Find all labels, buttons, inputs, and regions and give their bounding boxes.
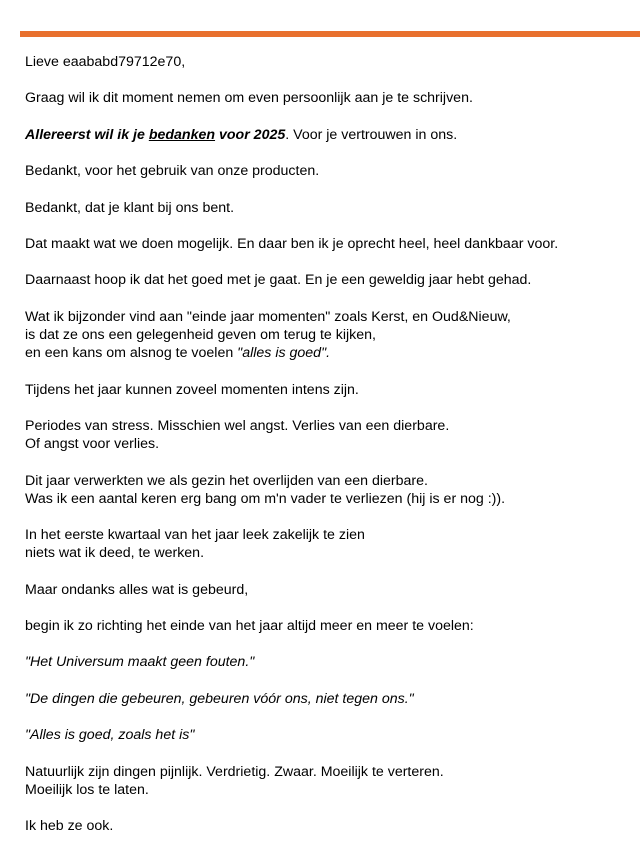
email-body bbox=[25, 53, 625, 854]
year-end-line-1: Wat ik bijzonder vind aan "einde jaar momenten" zoals Kerst, en Oud&Nieuw, bbox=[25, 308, 511, 325]
paragraph-hope: Daarnaast hoop ik dat het goed met je gaat. En je een geweldig jaar hebt gehad. bbox=[25, 272, 532, 289]
year-end-line-3-italic: "alles is goed". bbox=[237, 345, 331, 362]
paragraph-me-too: Ik heb ze ook. bbox=[25, 818, 114, 835]
quote-all-good bbox=[25, 726, 625, 744]
paragraph-products: Bedankt, voor het gebruik van onze producten. bbox=[25, 163, 320, 180]
paragraph-despite: Maar ondanks alles wat is gebeurd, bbox=[25, 581, 249, 598]
paragraph-feel: begin ik zo richting het einde van het jaar altijd meer en meer te voelen: bbox=[25, 618, 474, 635]
thanks-emphasis-post: voor 2025 bbox=[215, 126, 286, 143]
paragraph-intro: Graag wil ik dit moment nemen om even persoonlijk aan je te schrijven. bbox=[25, 90, 473, 107]
paragraph-thanks bbox=[25, 126, 625, 144]
paragraph-quarter bbox=[25, 526, 625, 562]
family-line-2: Was ik een aantal keren erg bang om m'n vader te verliezen (hij is er nog :)). bbox=[25, 490, 506, 507]
quarter-line-2: niets wat ik deed, te werken. bbox=[25, 545, 205, 562]
greeting: Lieve eaababd79712e70, bbox=[25, 54, 186, 70]
quote-things bbox=[25, 690, 625, 708]
paragraph-stress bbox=[25, 417, 625, 453]
thanks-emphasis-underlined: bedanken bbox=[148, 126, 216, 143]
paragraph-customer: Bedankt, dat je klant bij ons bent. bbox=[25, 199, 235, 216]
painful-line-2: Moeilijk los te laten. bbox=[25, 781, 149, 798]
paragraph-family bbox=[25, 472, 625, 508]
header-accent-bar bbox=[20, 31, 640, 37]
quote-all-good-text: "Alles is goed, zoals het is" bbox=[25, 727, 195, 744]
stress-line-2: Of angst voor verlies. bbox=[25, 436, 160, 453]
quote-universe bbox=[25, 653, 625, 671]
thanks-emphasis-pre: Allereerst wil ik je bbox=[25, 126, 149, 143]
family-line-1: Dit jaar verwerkten we als gezin het overlijden van een dierbare. bbox=[25, 472, 428, 489]
paragraph-intense: Tijdens het jaar kunnen zoveel momenten intens zijn. bbox=[25, 381, 359, 398]
paragraph-grateful: Dat maakt wat we doen mogelijk. En daar ben ik je oprecht heel, heel dankbaar voor. bbox=[25, 235, 559, 252]
paragraph-painful bbox=[25, 763, 625, 799]
quote-universe-text: "Het Universum maakt geen fouten." bbox=[25, 654, 255, 671]
painful-line-1: Natuurlijk zijn dingen pijnlijk. Verdrietig. Zwaar. Moeilijk te verteren. bbox=[25, 763, 444, 780]
year-end-line-2: is dat ze ons een gelegenheid geven om terug te kijken, bbox=[25, 326, 376, 343]
quarter-line-1: In het eerste kwartaal van het jaar leek zakelijk te zien bbox=[25, 527, 365, 544]
stress-line-1: Periodes van stress. Misschien wel angst. Verlies van een dierbare. bbox=[25, 417, 450, 434]
quote-things-text: "De dingen die gebeuren, gebeuren vóór ons, niet tegen ons." bbox=[25, 690, 414, 707]
year-end-line-3: en een kans om alsnog te voelen bbox=[25, 345, 238, 362]
thanks-rest: . Voor je vertrouwen in ons. bbox=[285, 126, 458, 143]
paragraph-year-end bbox=[25, 308, 625, 363]
